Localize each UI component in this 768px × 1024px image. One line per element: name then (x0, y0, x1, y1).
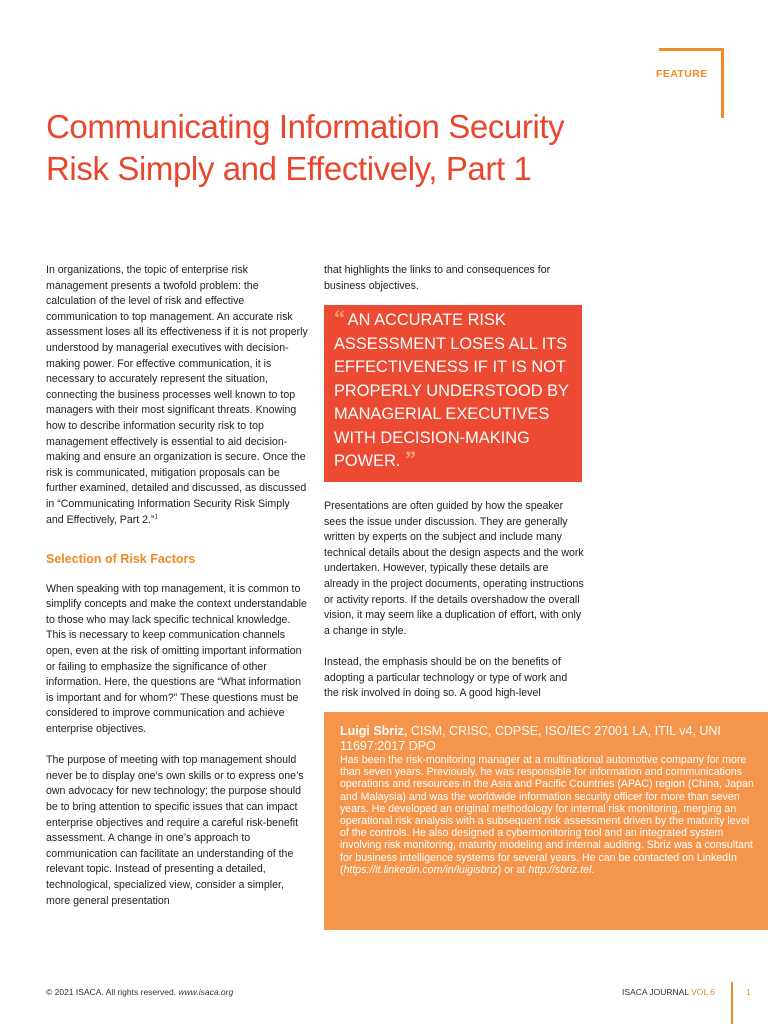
pull-quote-body: AN ACCURATE RISK ASSESSMENT LOSES ALL ITS EFFECTIVENESS IF IT IS NOT PROPERLY UNDERSTOOD BY MANAGERIAL EXECUTIVES WITH DECISION-MAKING POWER. (334, 311, 569, 470)
footnote-ref[interactable]: 1 (154, 513, 158, 520)
footer-divider (731, 982, 733, 1024)
pull-quote-text (334, 305, 572, 474)
page-number: 1 (746, 987, 751, 997)
body-paragraph: When speaking with top management, it is common to simplify concepts and make the context understandable to those who may lack specific technical knowledge. This is necessary to keep communication channels open, even at the risk of omitting important information or failing to emphasize the significance of other information. Here, the questions are “What information is important and for whom?” These questions must be considered to improve communication and achieve enterprise objectives. (46, 582, 307, 736)
author-bio-text: Has been the risk-monitoring manager at a multinational automotive company for more than seven years. Previously, he was responsible for information and communications operations and resources in the Asia and Pacific Countries (APAC) region (China, Japan and Malaysia) and was the worldwide information security officer for more than seven years. He developed an original methodology for internal risk monitoring, merging an operational risk analysis with a subsequent risk assessment driven by the maturity level of the controls. He also designed a cybermonitoring tool and an integrated system involving risk monitoring, maturity modeling and internal auditing. Sbriz was a consultant for business intelligence systems for several years. He can be contacted on LinkedIn (https://it.linkedin.com/in/luigisbriz) or at http://sbriz.tel. (340, 754, 754, 876)
open-quote-icon: “ (334, 305, 344, 330)
article-title: Communicating Information Security Risk Simply and Effectively, Part 1 (46, 108, 565, 187)
author-header (340, 724, 756, 754)
footer-journal: ISACA JOURNAL VOL 6 (622, 987, 715, 997)
pull-quote (324, 305, 582, 482)
website-link[interactable]: http://sbriz.tel (528, 863, 592, 876)
author-credentials: CISM, CRISC, CDPSE, ISO/IEC 27001 LA, ITIL v4, UNI 11697:2017 DPO (340, 724, 721, 753)
author-bio (324, 712, 768, 930)
body-paragraph: that highlights the links to and consequences for business objectives. (324, 264, 551, 292)
footer-volume: VOL 6 (691, 987, 715, 997)
body-paragraph: Presentations are often guided by how the speaker sees the issue under discussion. They are generally written by experts on the subject and include many technical details about the design aspects and the work undertaken. However, typically these details are already in the project documents, operating instructions or activity reports. If the details overshadow the overall vision, it may seem like a duplication of effort, with only a change in style. (324, 500, 584, 637)
intro-text: In organizations, the topic of enterprise risk management presents a twofold problem: the calculation of the level of risk and effective communication to top management. An accurate risk assessment loses all its effectiveness if it is not properly understood by managerial executives with decision-making power. For effective communication, it is necessary to accurately represent the situation, connecting the business processes well known to top managers with their most significant threats. Knowing how to describe information security risk to top management effectively is essential to aid decision-making and ensure an organization is secure. Once the risk is communicated, mitigation proposals can be further examined, detailed and discussed, as discussed in “Communicating Information Security Risk Simply and Effectively, Part 2.” (46, 264, 308, 526)
body-paragraph: The purpose of meeting with top management should never be to display one’s own skills or to express one’s own advocacy for new technology; the purpose should be to bring attention to specific issues that can impact enterprise objectives and require a careful risk-benefit assessment. A change in one’s approach to communication can facilitate an understanding of the relevant topic. Instead of presenting a detailed, technological, specialized view, consider a simpler, more general presentation (46, 754, 304, 907)
author-name: Luigi Sbriz, (340, 724, 408, 738)
right-column (324, 263, 584, 294)
intro-paragraph (46, 263, 308, 528)
right-column-lower (324, 499, 584, 702)
feature-bracket-top (659, 48, 724, 51)
footer-copyright: © 2021 ISACA. All rights reserved. www.isaca.org (46, 987, 234, 997)
left-column (46, 263, 308, 909)
close-quote-icon: ” (405, 446, 416, 471)
section-heading: Selection of Risk Factors (46, 551, 196, 566)
feature-label: FEATURE (656, 68, 708, 80)
linkedin-link[interactable]: https://it.linkedin.com/in/luigisbriz (343, 863, 498, 876)
footer-site-link[interactable]: www.isaca.org (178, 987, 234, 997)
feature-bracket-side (721, 48, 724, 118)
body-paragraph: Instead, the emphasis should be on the benefits of adopting a particular technology or type of work and the risk involved in doing so. A good high-level (324, 655, 568, 700)
